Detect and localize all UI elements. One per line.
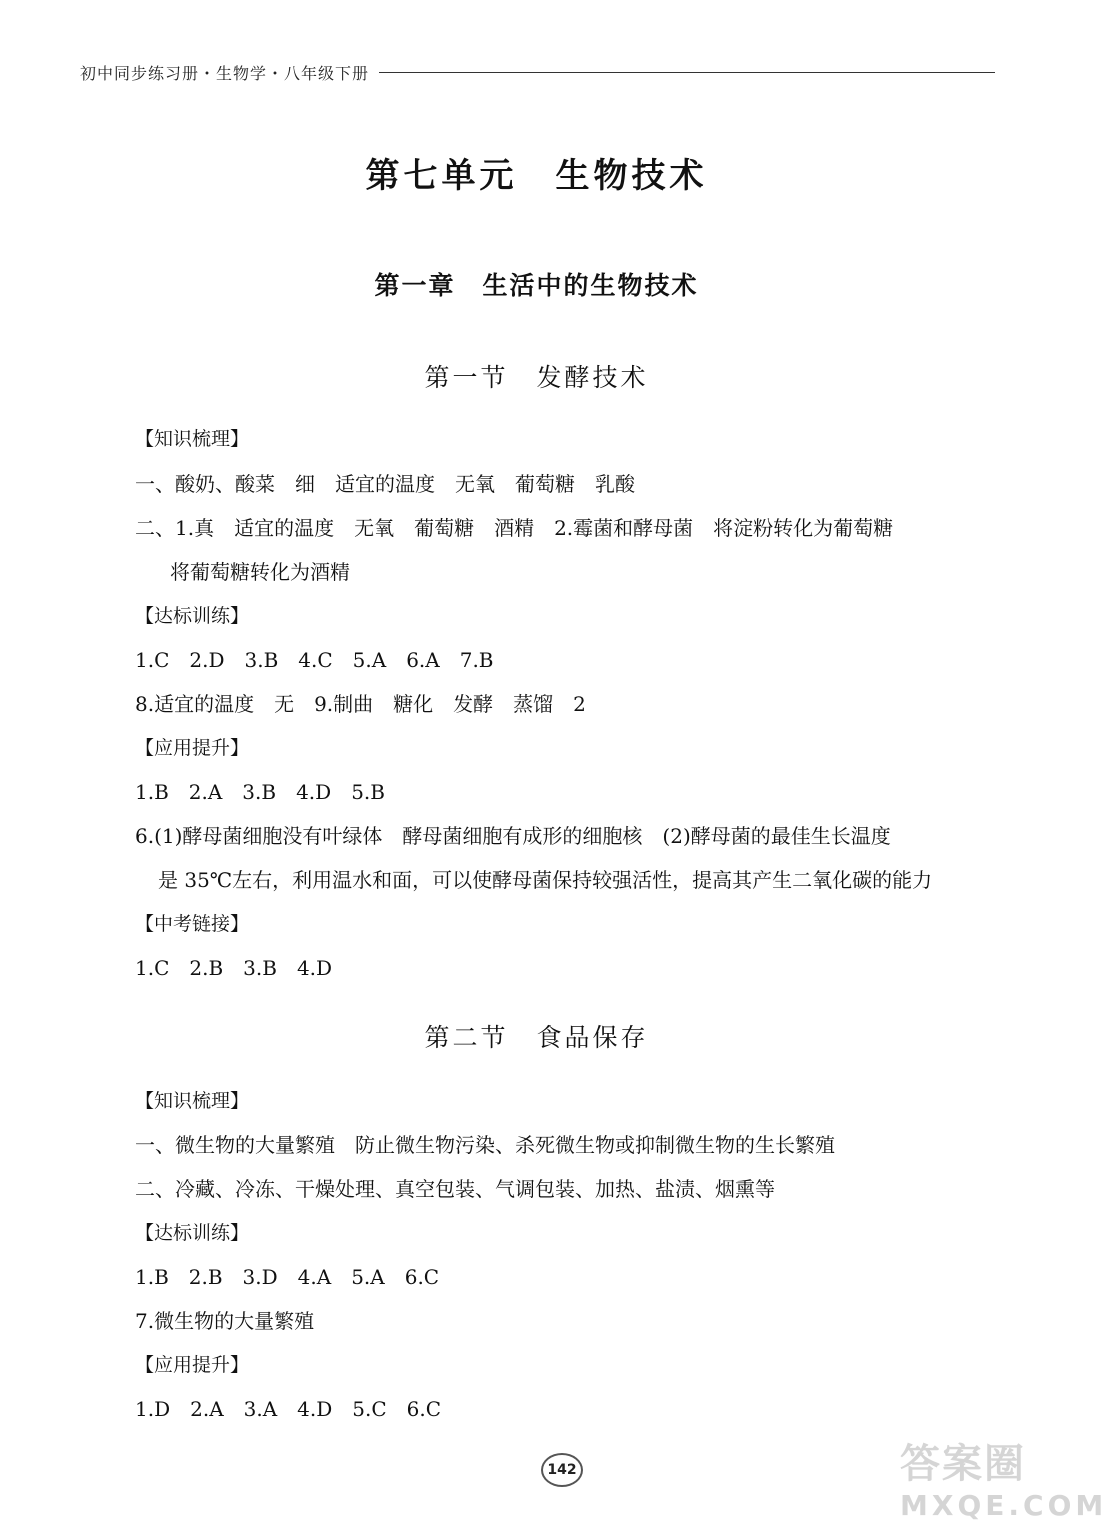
- book-title: 初中同步练习册・生物学・八年级下册: [80, 63, 370, 83]
- watermark-logo: [900, 1440, 1107, 1532]
- section1-application-line-3: 是 35℃左右，利用温水和面，可以使酵母菌保持较强活性，提高其产生二氧化碳的能力: [158, 868, 933, 892]
- section1-application-label: 【应用提升】: [135, 737, 250, 759]
- watermark-bottom-text: MXQE.COM: [900, 1489, 1107, 1522]
- page-header: [80, 60, 995, 84]
- watermark-top-text: 答案圈: [900, 1441, 1026, 1487]
- section1-exam-label: 【中考链接】: [135, 913, 250, 935]
- section1-knowledge-label: 【知识梳理】: [135, 428, 250, 450]
- section1-knowledge-line-2: 二、1.真 适宜的温度 无氧 葡萄糖 酒精 2.霉菌和酵母菌 将淀粉转化为葡萄糖: [135, 516, 894, 540]
- section1-training-line-1: 1.C 2.D 3.B 4.C 5.A 6.A 7.B: [135, 648, 494, 672]
- section2-knowledge-line-2: 二、冷藏、冷冻、干燥处理、真空包装、气调包装、加热、盐渍、烟熏等: [135, 1177, 775, 1201]
- section2-training-label: 【达标训练】: [135, 1222, 250, 1244]
- section-title-food-preservation: 第二节 食品保存: [424, 1023, 649, 1052]
- section2-application-line-1: 1.D 2.A 3.A 4.D 5.C 6.C: [135, 1397, 442, 1421]
- page-number: 142: [541, 1453, 583, 1487]
- section1-training-line-2: 8.适宜的温度 无 9.制曲 糖化 发酵 蒸馏 2: [135, 692, 586, 716]
- chapter-title: 第一章 生活中的生物技术: [374, 271, 699, 300]
- section1-application-line-1: 1.B 2.A 3.B 4.D 5.B: [135, 780, 385, 804]
- section2-knowledge-label: 【知识梳理】: [135, 1090, 250, 1112]
- section1-training-label: 【达标训练】: [135, 605, 250, 627]
- section2-knowledge-line-1: 一、微生物的大量繁殖 防止微生物污染、杀死微生物或抑制微生物的生长繁殖: [135, 1133, 835, 1157]
- section2-training-line-1: 1.B 2.B 3.D 4.A 5.A 6.C: [135, 1265, 440, 1289]
- unit-title: 第七单元 生物技术: [365, 156, 708, 196]
- section1-application-line-2: 6.(1)酵母菌细胞没有叶绿体 酵母菌细胞有成形的细胞核 (2)酵母菌的最佳生长温度: [135, 824, 891, 848]
- header-rule: [379, 72, 995, 73]
- section1-knowledge-line-1: 一、酸奶、酸菜 细 适宜的温度 无氧 葡萄糖 乳酸: [135, 472, 635, 496]
- section2-training-line-2: 7.微生物的大量繁殖: [135, 1309, 315, 1333]
- section1-exam-line-1: 1.C 2.B 3.B 4.D: [135, 956, 333, 980]
- section2-application-label: 【应用提升】: [135, 1354, 250, 1376]
- section-title-fermentation: 第一节 发酵技术: [424, 363, 649, 392]
- section1-knowledge-line-3: 将葡萄糖转化为酒精: [170, 560, 350, 584]
